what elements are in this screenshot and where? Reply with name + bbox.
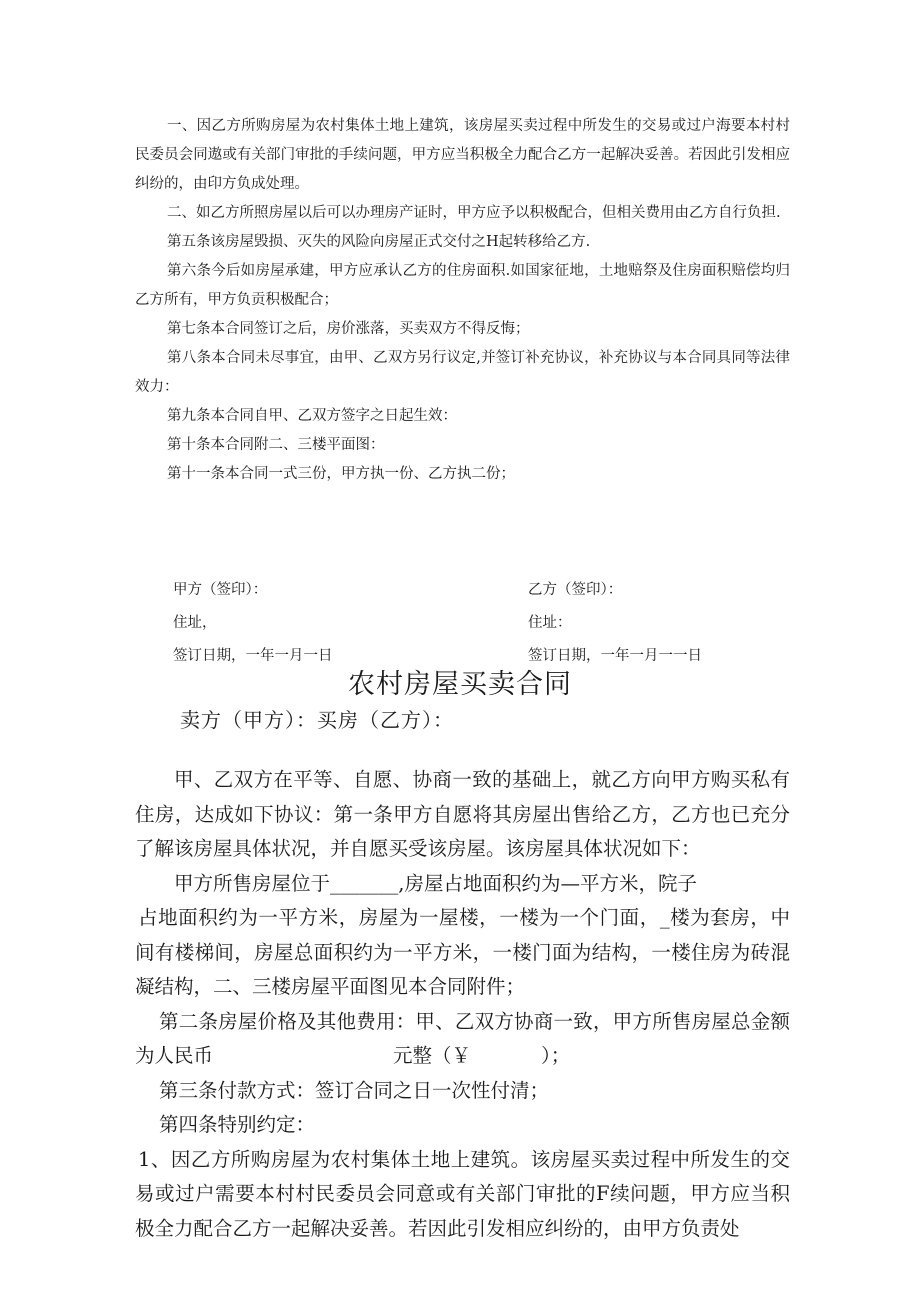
parties-line: 卖方（甲方）：买房（乙方）：	[180, 708, 454, 732]
article-2-yuan: 元整（￥	[393, 1044, 472, 1067]
article-3: 第三条付款方式：签订合同之日一次性付清；	[159, 1078, 550, 1102]
clause-article-11: 第十一条本合同一式三份，甲方执一份、乙方执二份；	[167, 466, 515, 482]
party-a-address-label: 住址，	[173, 615, 217, 631]
location-details: 占地面积约为一平方米，房屋为一屋楼，一楼为一个门面，_楼为套房，中间有楼梯间，房屋总面积约为一平方米，一楼门面为结构，一楼住房为砖混凝结构，二、三楼房屋平面图见本合同附件；	[135, 906, 790, 998]
clause-article-9: 第九条本合同自甲、乙双方签字之日起生效：	[167, 408, 457, 424]
article-2-end: ）；	[541, 1044, 571, 1067]
party-a-date-label: 签订日期，一年一月一日	[173, 648, 333, 664]
contract-body	[135, 763, 790, 1246]
document-title: 农村房屋买卖合同	[348, 669, 572, 700]
upper-clauses	[135, 112, 790, 489]
location-line: 甲方所售房屋位于_______,房屋占地面积约为—平方米，院子	[174, 871, 697, 895]
address-row	[0, 611, 920, 641]
clause-article-6: 第六条今后如房屋承建，甲方应承认乙方的住房面积.如国家征地，土地赔祭及住房面积赔偿均归乙方所有，甲方负贡积极配合；	[135, 263, 790, 308]
clause-special-2: 二、如乙方所照房屋以后可以办理房产证时，甲方应予以积极配合，但相关费用由乙方自行负担.	[167, 205, 781, 221]
intro-paragraph: 甲、乙双方在平等、自愿、协商一致的基础上，就乙方向甲方购买私有住房，达成如下协议：第一条甲方自愿将其房屋出售给乙方，乙方也已充分了解该房屋具体状况，并自愿买受该房屋。该房屋具体状况如下：	[135, 768, 790, 860]
party-b-sign-label: 乙方（签印）：	[528, 582, 623, 598]
clause-article-10: 第十条本合同附二、三楼平面图：	[167, 437, 385, 453]
article-4: 第四条特别约定：	[159, 1113, 316, 1136]
clause-article-5: 第五条该房屋毁损、灭失的风险向房屋正式交付之H起转移给乙方.	[167, 234, 591, 250]
signature-row	[0, 578, 920, 608]
party-b-address-label: 住址：	[528, 615, 572, 631]
party-b-date-label: 签订日期，一年一月一一日	[528, 648, 702, 664]
clause-special-1: 一、因乙方所购房屋为农村集体土地上建筑，该房屋买卖过程中所发生的交易或过户海要本村村民委员会同遨或有关部门审批的手续问题，甲方应当积极全力配合乙方一起解决妥善。若因此引发相应纠纷的，由印方负成处理。	[135, 118, 790, 192]
party-a-sign-label: 甲方（签印）：	[173, 582, 268, 598]
article-2-text: 第二条房屋价格及其他费用：甲、乙双方协商一致，甲方所售房屋总金额为人民币	[135, 1009, 790, 1067]
article-4-item-1: 1、因乙方所购房屋为农村集体土地上建筑。该房屋买卖过程中所发生的交易或过户需要本村村民委员会同意或有关部门审批的F续问题，甲方应当积极全力配合乙方一起解决妥善。若因此引发相应纠纷的，由甲方负责处	[135, 1147, 790, 1240]
clause-article-7: 第七条本合同签订之后，房价涨落，买卖双方不得反悔；	[167, 321, 530, 337]
clause-article-8: 第八条本合同未尽事宜，由甲、乙双方另行议定,并签订补充协议，补充协议与本合同具同等法律效力：	[135, 350, 790, 395]
article-2	[135, 1005, 790, 1074]
